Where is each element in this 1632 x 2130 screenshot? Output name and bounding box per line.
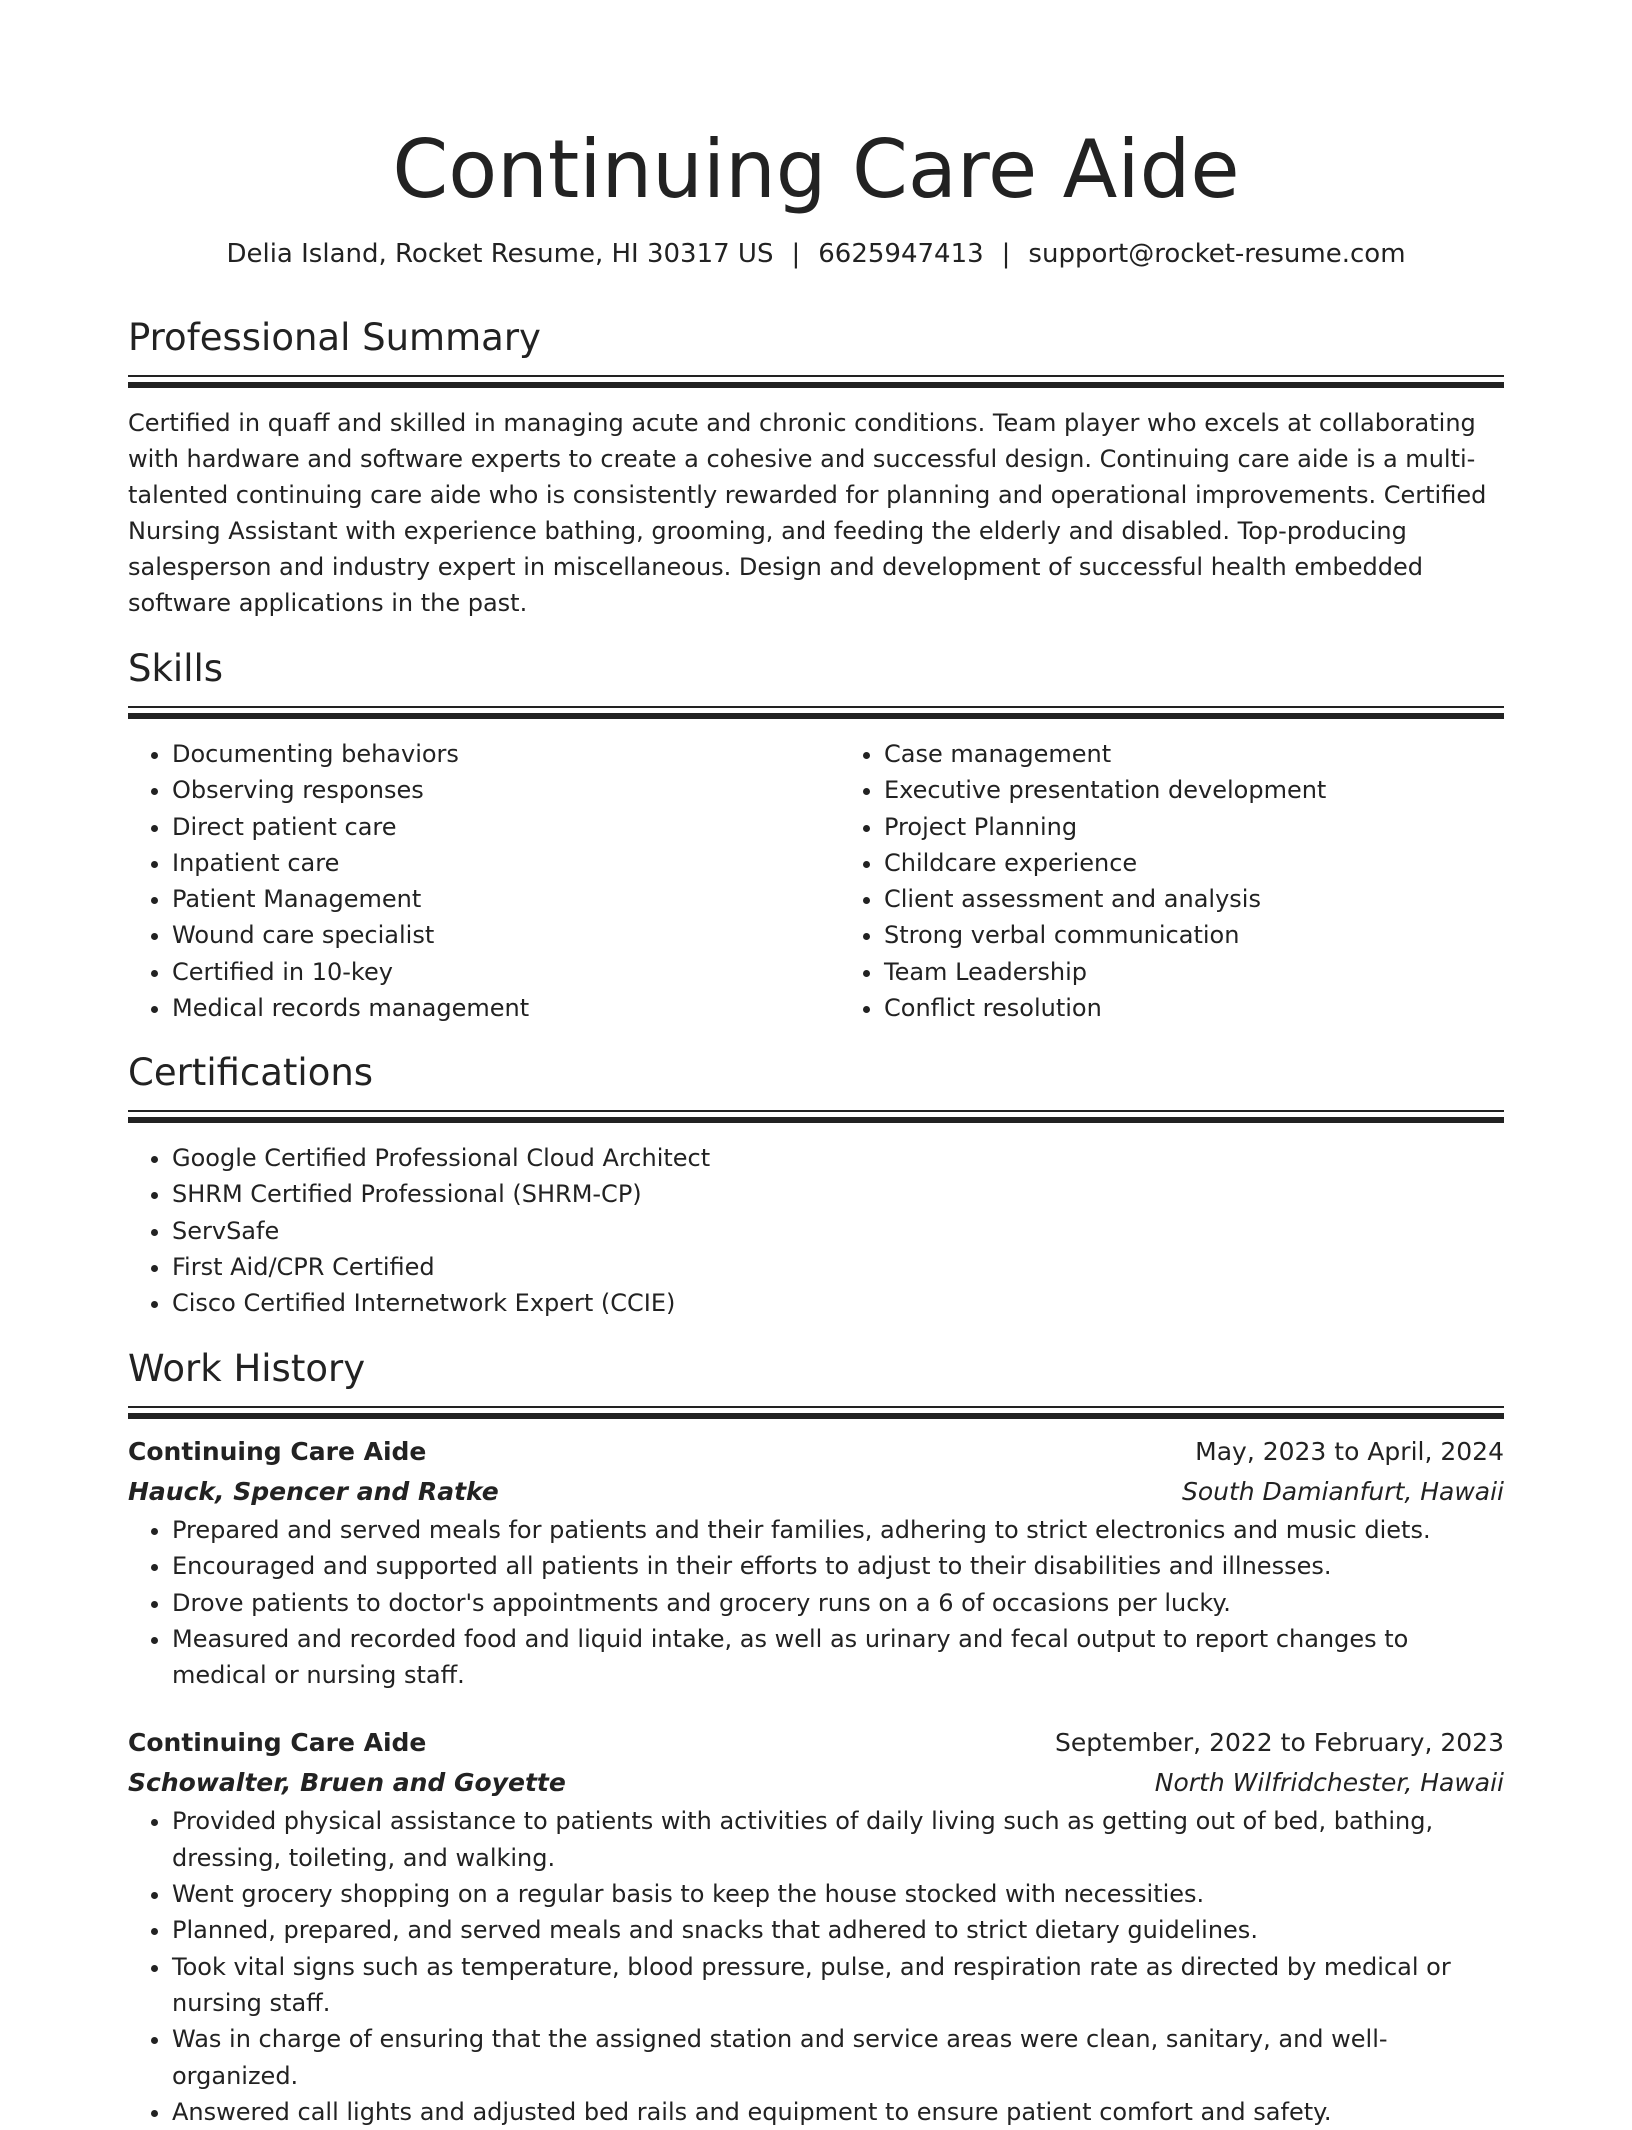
job-duties-list: [128, 1803, 1504, 2130]
job-company: Hauck, Spencer and Ratke: [128, 1477, 499, 1506]
job-duty-item: • Was in charge of ensuring that the assigned station and service areas were clean, sanitary, and well-organized.: [172, 2021, 1504, 2094]
contact-address: Delia Island, Rocket Resume, HI 30317 US: [226, 239, 774, 269]
skill-item: • Inpatient care: [172, 845, 792, 881]
certification-item: • Google Certified Professional Cloud Architect: [172, 1140, 1504, 1176]
section-divider: [128, 1406, 1504, 1420]
job-title: Continuing Care Aide: [128, 1437, 427, 1466]
job-entry: [128, 1432, 1504, 1693]
section-title-summary: Professional Summary: [128, 316, 541, 359]
skills-list-left: [128, 736, 792, 1026]
job-duty-item: • Planned, prepared, and served meals and snacks that adhered to strict dietary guidelines.: [172, 1912, 1504, 1948]
skill-item: • Childcare experience: [884, 845, 1504, 881]
skill-item: • Documenting behaviors: [172, 736, 792, 772]
skills-section: [128, 645, 1504, 1026]
resume-page: [128, 0, 1504, 2126]
skill-item: • Strong verbal communication: [884, 917, 1504, 953]
job-duty-item: • Provided physical assistance to patients with activities of daily living such as getting out of bed, bathing, dressing, toileting, and walking.: [172, 1803, 1504, 1876]
skill-item: • Certified in 10-key: [172, 954, 792, 990]
summary-section: [128, 314, 1504, 621]
job-dates: May, 2023 to April, 2024: [1195, 1437, 1504, 1466]
skill-item: • Medical records management: [172, 990, 792, 1026]
skill-item: • Client assessment and analysis: [884, 881, 1504, 917]
certification-item: • Cisco Certified Internetwork Expert (CCIE): [172, 1285, 1504, 1321]
job-header: [128, 1723, 1504, 1763]
job-duty-item: • Answered call lights and adjusted bed rails and equipment to ensure patient comfort and safety.: [172, 2094, 1504, 2130]
section-divider: [128, 706, 1504, 720]
contact-phone: 6625947413: [818, 239, 984, 269]
job-subheader: [128, 1763, 1504, 1803]
job-dates: September, 2022 to February, 2023: [1055, 1728, 1504, 1758]
skills-list-right: [840, 736, 1504, 1026]
section-title-skills: Skills: [128, 647, 224, 690]
job-duty-item: • Measured and recorded food and liquid intake, as well as urinary and fecal output to report changes to medical or nursing staff.: [172, 1621, 1504, 1694]
job-duty-item: • Drove patients to doctor's appointments and grocery runs on a 6 of occasions per lucky.: [172, 1585, 1504, 1621]
skill-item: • Case management: [884, 736, 1504, 772]
job-location: South Damianfurt, Hawaii: [1181, 1477, 1504, 1506]
work-history-section: [128, 1345, 1504, 2130]
certifications-list: [128, 1140, 1504, 1321]
skills-columns: [128, 736, 1504, 1026]
contact-email: support@rocket-resume.com: [1028, 239, 1406, 269]
skill-item: • Conflict resolution: [884, 990, 1504, 1026]
skill-item: • Observing responses: [172, 772, 792, 808]
job-duty-item: • Took vital signs such as temperature, blood pressure, pulse, and respiration rate as directed by medical or nursing staff.: [172, 1949, 1504, 2022]
job-duty-item: • Prepared and served meals for patients and their families, adhering to strict electronics and music diets.: [172, 1512, 1504, 1548]
job-duty-item: • Went grocery shopping on a regular basis to keep the house stocked with necessities.: [172, 1876, 1504, 1912]
job-location: North Wilfridchester, Hawaii: [1154, 1768, 1504, 1798]
skill-item: • Project Planning: [884, 809, 1504, 845]
resume-name: Continuing Care Aide: [392, 123, 1240, 216]
skill-item: • Direct patient care: [172, 809, 792, 845]
skill-item: • Team Leadership: [884, 954, 1504, 990]
section-divider: [128, 1110, 1504, 1124]
certifications-section: [128, 1049, 1504, 1321]
section-title-certifications: Certifications: [128, 1051, 374, 1094]
job-company: Schowalter, Bruen and Goyette: [128, 1768, 566, 1798]
contact-separator: |: [791, 239, 801, 269]
job-subheader: [128, 1472, 1504, 1512]
job-duty-item: • Encouraged and supported all patients in their efforts to adjust to their disabilities and illnesses.: [172, 1548, 1504, 1584]
job-entry: [128, 1723, 1504, 2130]
summary-text: Certified in quaff and skilled in managing acute and chronic conditions. Team player who excels at collaborating with hardware and software experts to create a cohesive and successful design. Continuing care aide is a multi-talented continuing care aide who is consistently rewarded for planning and operational improvements. Certified Nursing Assistant with experience bathing, grooming, and feeding the elderly and disabled. Top-producing salesperson and industry expert in miscellaneous. Design and development of successful health embedded software applications in the past.: [128, 409, 1487, 617]
skill-item: • Patient Management: [172, 881, 792, 917]
contact-separator: |: [1001, 239, 1011, 269]
contact-line: [128, 236, 1504, 272]
section-divider: [128, 375, 1504, 389]
skill-item: • Executive presentation development: [884, 772, 1504, 808]
section-title-work-history: Work History: [128, 1347, 366, 1390]
certification-item: • SHRM Certified Professional (SHRM-CP): [172, 1176, 1504, 1212]
certification-item: • First Aid/CPR Certified: [172, 1249, 1504, 1285]
job-duties-list: [128, 1512, 1504, 1693]
job-title: Continuing Care Aide: [128, 1728, 427, 1758]
job-header: [128, 1432, 1504, 1472]
certification-item: • ServSafe: [172, 1213, 1504, 1249]
skill-item: • Wound care specialist: [172, 917, 792, 953]
